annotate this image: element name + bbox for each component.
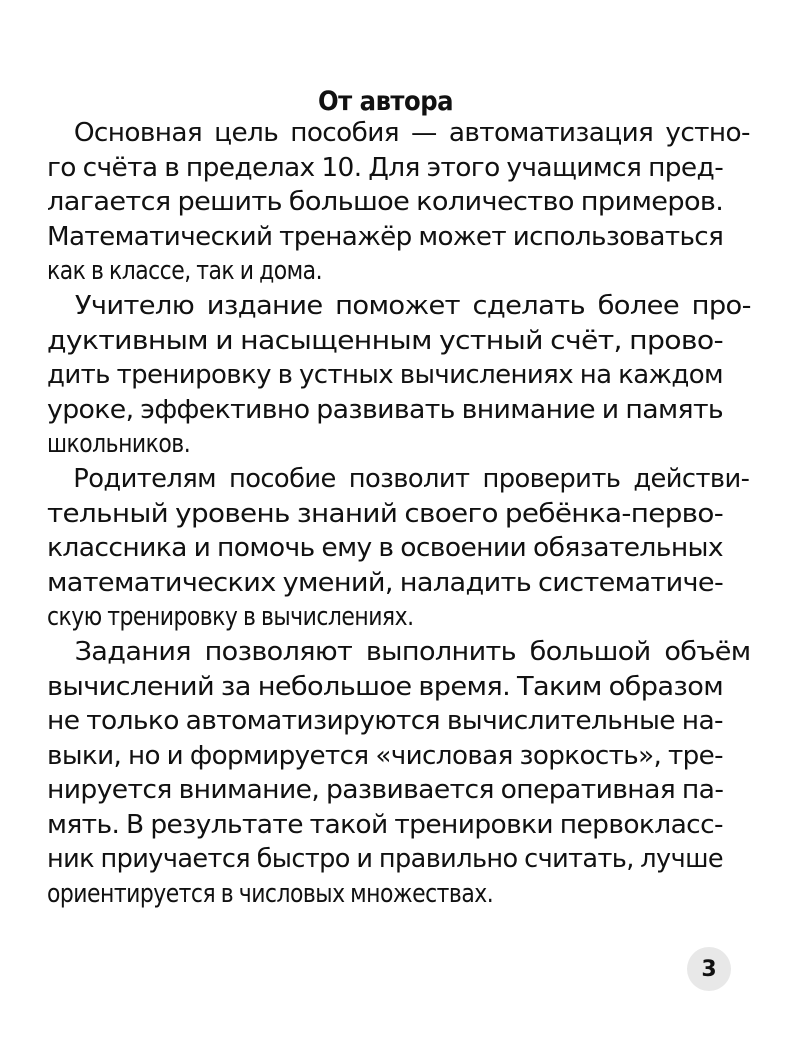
text-line: лагается решить большое количество примеров. <box>47 187 724 218</box>
text-line: дуктивным и насыщенным устный счёт, прово- <box>47 325 724 356</box>
text-line: Задания позволяют выполнить большой объём <box>74 636 751 667</box>
text-line: скую тренировку в вычислениях. <box>47 602 414 633</box>
text-line: дить тренировку в устных вычислениях на каждом <box>47 360 723 391</box>
text-line: нируется внимание, развивается оперативная па- <box>47 775 723 806</box>
text-line: Основная цель пособия — автоматизация устно- <box>73 118 750 148</box>
text-line: математических умений, наладить систематиче- <box>47 567 724 598</box>
paragraph-1 <box>47 116 750 289</box>
text-line: уроке, эффективно развивать внимание и память <box>47 394 724 425</box>
page-number: 3 <box>701 956 717 982</box>
text-line: как в классе, так и дома. <box>47 256 323 287</box>
body-text <box>47 116 751 912</box>
text-line: го счёта в пределах 10. Для этого учащимся пред- <box>47 152 723 183</box>
paragraph-3 <box>47 462 750 635</box>
text-line: Родителям пособие позволит проверить действи- <box>73 463 750 494</box>
text-line: ориентируется в числовых множествах. <box>47 879 494 910</box>
text-line: ник приучается быстро и правильно считать, лучше <box>47 844 724 875</box>
text-line: не только автоматизируются вычислительные на- <box>47 706 723 737</box>
paragraph-2 <box>47 289 751 462</box>
page-number-badge <box>687 947 731 991</box>
text-line: мять. В результате такой тренировки первокласс- <box>47 809 723 840</box>
text-line: школьников. <box>47 429 191 460</box>
text-line: тельный уровень знаний своего ребёнка-перво- <box>47 498 723 529</box>
page-title: От автора <box>318 86 453 118</box>
paragraph-4 <box>47 635 751 912</box>
text-line: классника и помочь ему в освоении обязательных <box>47 533 723 564</box>
text-line: выки, но и формируется «числовая зоркость», тре- <box>47 740 724 771</box>
text-line: Математический тренажёр может использоваться <box>47 221 724 252</box>
text-line: вычислений за небольшое время. Таким образом <box>47 671 723 702</box>
text-line: Учителю издание поможет сделать более про- <box>74 290 751 321</box>
